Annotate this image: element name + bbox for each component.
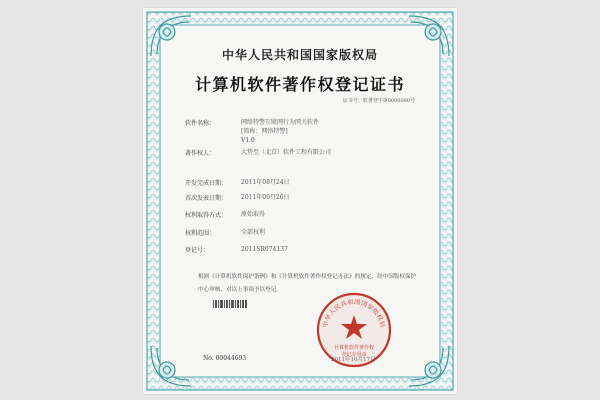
certificate-title: 计算机软件著作权登记证书 (194, 75, 405, 94)
software-version-value: V1.0 (241, 137, 255, 144)
acquisition-method-value: 原始取得 (241, 211, 266, 218)
field-value (241, 118, 319, 145)
certificate-document (143, 8, 457, 394)
field-publication-date (185, 193, 415, 202)
publication-date-value: 2011年09月26日 (241, 194, 290, 201)
field-completion-date (185, 178, 415, 187)
completion-date-value: 2011年08月24日 (241, 179, 290, 186)
registration-number-value: 2011SR074137 (241, 246, 288, 253)
seal-arc-text: 中华人民共和国国家版权局 (322, 298, 386, 329)
certificate-number: 证书号：软著登字第0000000号 (342, 98, 415, 104)
serial-number: No. 00044693 (203, 355, 247, 362)
field-label: 软件名称： (185, 120, 216, 127)
software-short-name-value: [简称：网络特警] (241, 128, 288, 135)
field-label: 开发完成日期： (185, 180, 228, 187)
copyright-owner-value: 大势至（北京）软件工程有限公司 (241, 149, 332, 156)
barcode-icon (213, 300, 247, 308)
field-software-name (185, 118, 415, 145)
field-label: 权利取得方式： (185, 212, 228, 219)
field-label: 著作权人： (185, 150, 216, 157)
rights-scope-value: 全部权利 (241, 229, 266, 236)
seal-inner-line-2: 登记专用章 (341, 352, 367, 358)
field-acquisition-method (185, 210, 415, 219)
field-label: 权利范围： (185, 230, 216, 237)
field-rights-scope (185, 228, 415, 237)
software-name-value: 网络特警互联网行为网关软件 (241, 119, 320, 126)
field-label: 首次发表日期： (185, 195, 228, 202)
field-registration-number (185, 245, 415, 254)
seal-date: 2011年10月17日 (331, 357, 376, 363)
issuer-title: 中华人民共和国国家版权局 (221, 48, 378, 62)
field-copyright-owner (185, 148, 415, 157)
field-label: 登记号： (185, 247, 210, 254)
seal-inner-line-1: 计算机软件著作权 (333, 345, 375, 351)
certification-statement: 根据《计算机软件保护条例》和《计算机软件著作权登记办法》的规定，经中国版权保护中心审核，对以上事项予以登记。 (198, 274, 417, 293)
